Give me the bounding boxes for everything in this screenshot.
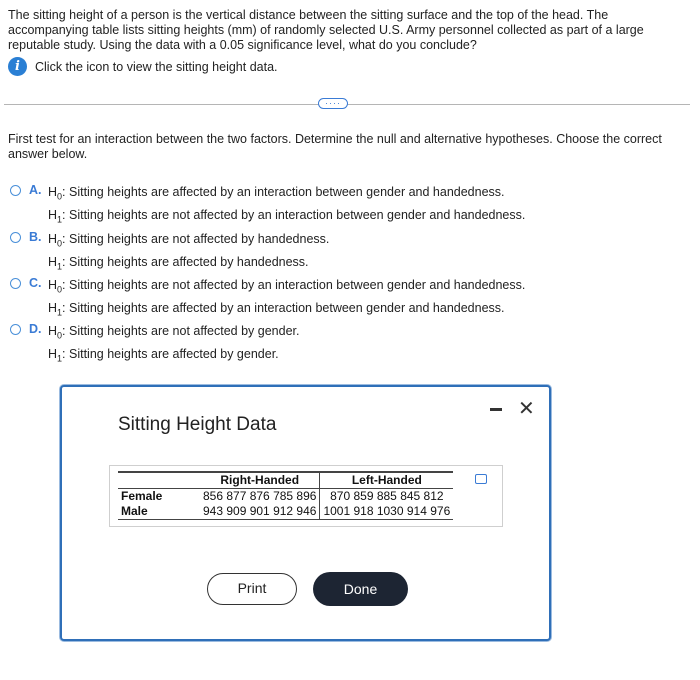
- option-c-h1: Sitting heights are affected by an interaction between gender and handedness.: [69, 300, 505, 315]
- table-row: [118, 489, 453, 505]
- radio-c[interactable]: [10, 278, 21, 289]
- close-icon[interactable]: ✕: [518, 398, 535, 420]
- option-b-h0: Sitting heights are not affected by handedness.: [69, 232, 330, 246]
- option-letter: B.: [29, 230, 42, 244]
- modal-title: Sitting Height Data: [118, 414, 277, 435]
- info-link-text: Click the icon to view the sitting height data.: [35, 59, 278, 74]
- info-row[interactable]: [8, 57, 278, 76]
- row-label: Male: [118, 504, 200, 520]
- info-icon[interactable]: i: [8, 57, 27, 76]
- option-c[interactable]: C. $H_0$: Sitting heights are not affected by an interaction between gender and handedness. $H_1$: Sitting heights are affected by an interaction between gender and handedness.: [10, 276, 525, 321]
- data-table-container: [109, 465, 503, 527]
- option-b-h1: Sitting heights are affected by handedness.: [69, 254, 309, 269]
- option-letter: A.: [29, 183, 42, 197]
- option-d-h0: Sitting heights are not affected by gender.: [69, 324, 300, 338]
- expand-more-button[interactable]: ····: [318, 98, 348, 109]
- print-button[interactable]: Print: [207, 573, 297, 605]
- minimize-icon[interactable]: [490, 408, 502, 411]
- option-a[interactable]: A. $H_0$: Sitting heights are affected by an interaction between gender and handedness. $H_1$: Sitting heights are not affected by an interaction between gender and handedness.: [10, 183, 525, 228]
- option-d-h1: Sitting heights are affected by gender.: [69, 346, 279, 361]
- cell-left: 1001 918 1030 914 976: [320, 504, 453, 520]
- option-letter: D.: [29, 322, 42, 336]
- radio-a[interactable]: [10, 185, 21, 196]
- row-label: Female: [121, 489, 163, 503]
- header-right-handed: Right-Handed: [200, 472, 320, 489]
- table-header-row: [118, 472, 453, 489]
- problem-intro: The sitting height of a person is the vertical distance between the sitting surface and the top of the head. The accompanying table lists sitting heights (mm) of randomly selected U.S. Army personnel collected as part of a large reputable study. Using the data with a 0.05 significance level, what do you conclude?: [8, 8, 644, 52]
- radio-d[interactable]: [10, 324, 21, 335]
- option-b[interactable]: B. $H_0$: Sitting heights are not affected by handedness. $H_1$: Sitting heights are affected by handedness.: [10, 230, 329, 275]
- copy-to-clipboard-icon[interactable]: [475, 474, 487, 484]
- cell-right: 856 877 876 785 896: [203, 489, 317, 503]
- header-empty: [118, 472, 200, 489]
- sitting-height-table: [118, 471, 453, 520]
- data-modal: [60, 385, 551, 641]
- table-row: [118, 504, 453, 520]
- radio-b[interactable]: [10, 232, 21, 243]
- done-button[interactable]: Done: [313, 572, 408, 606]
- option-a-h0: Sitting heights are affected by an interaction between gender and handedness.: [69, 185, 505, 199]
- cell-left: 870 859 885 845 812: [320, 489, 453, 505]
- option-letter: C.: [29, 276, 42, 290]
- header-left-handed: Left-Handed: [320, 472, 453, 489]
- cell-right: 943 909 901 912 946: [200, 504, 320, 520]
- option-c-h0: Sitting heights are not affected by an interaction between gender and handedness.: [69, 278, 526, 292]
- option-d[interactable]: D. $H_0$: Sitting heights are not affected by gender. $H_1$: Sitting heights are affected by gender.: [10, 322, 300, 367]
- option-a-h1: Sitting heights are not affected by an interaction between gender and handedness.: [69, 207, 526, 222]
- question-text: First test for an interaction between the two factors. Determine the null and alternative hypotheses. Choose the correct answer below.: [8, 132, 662, 161]
